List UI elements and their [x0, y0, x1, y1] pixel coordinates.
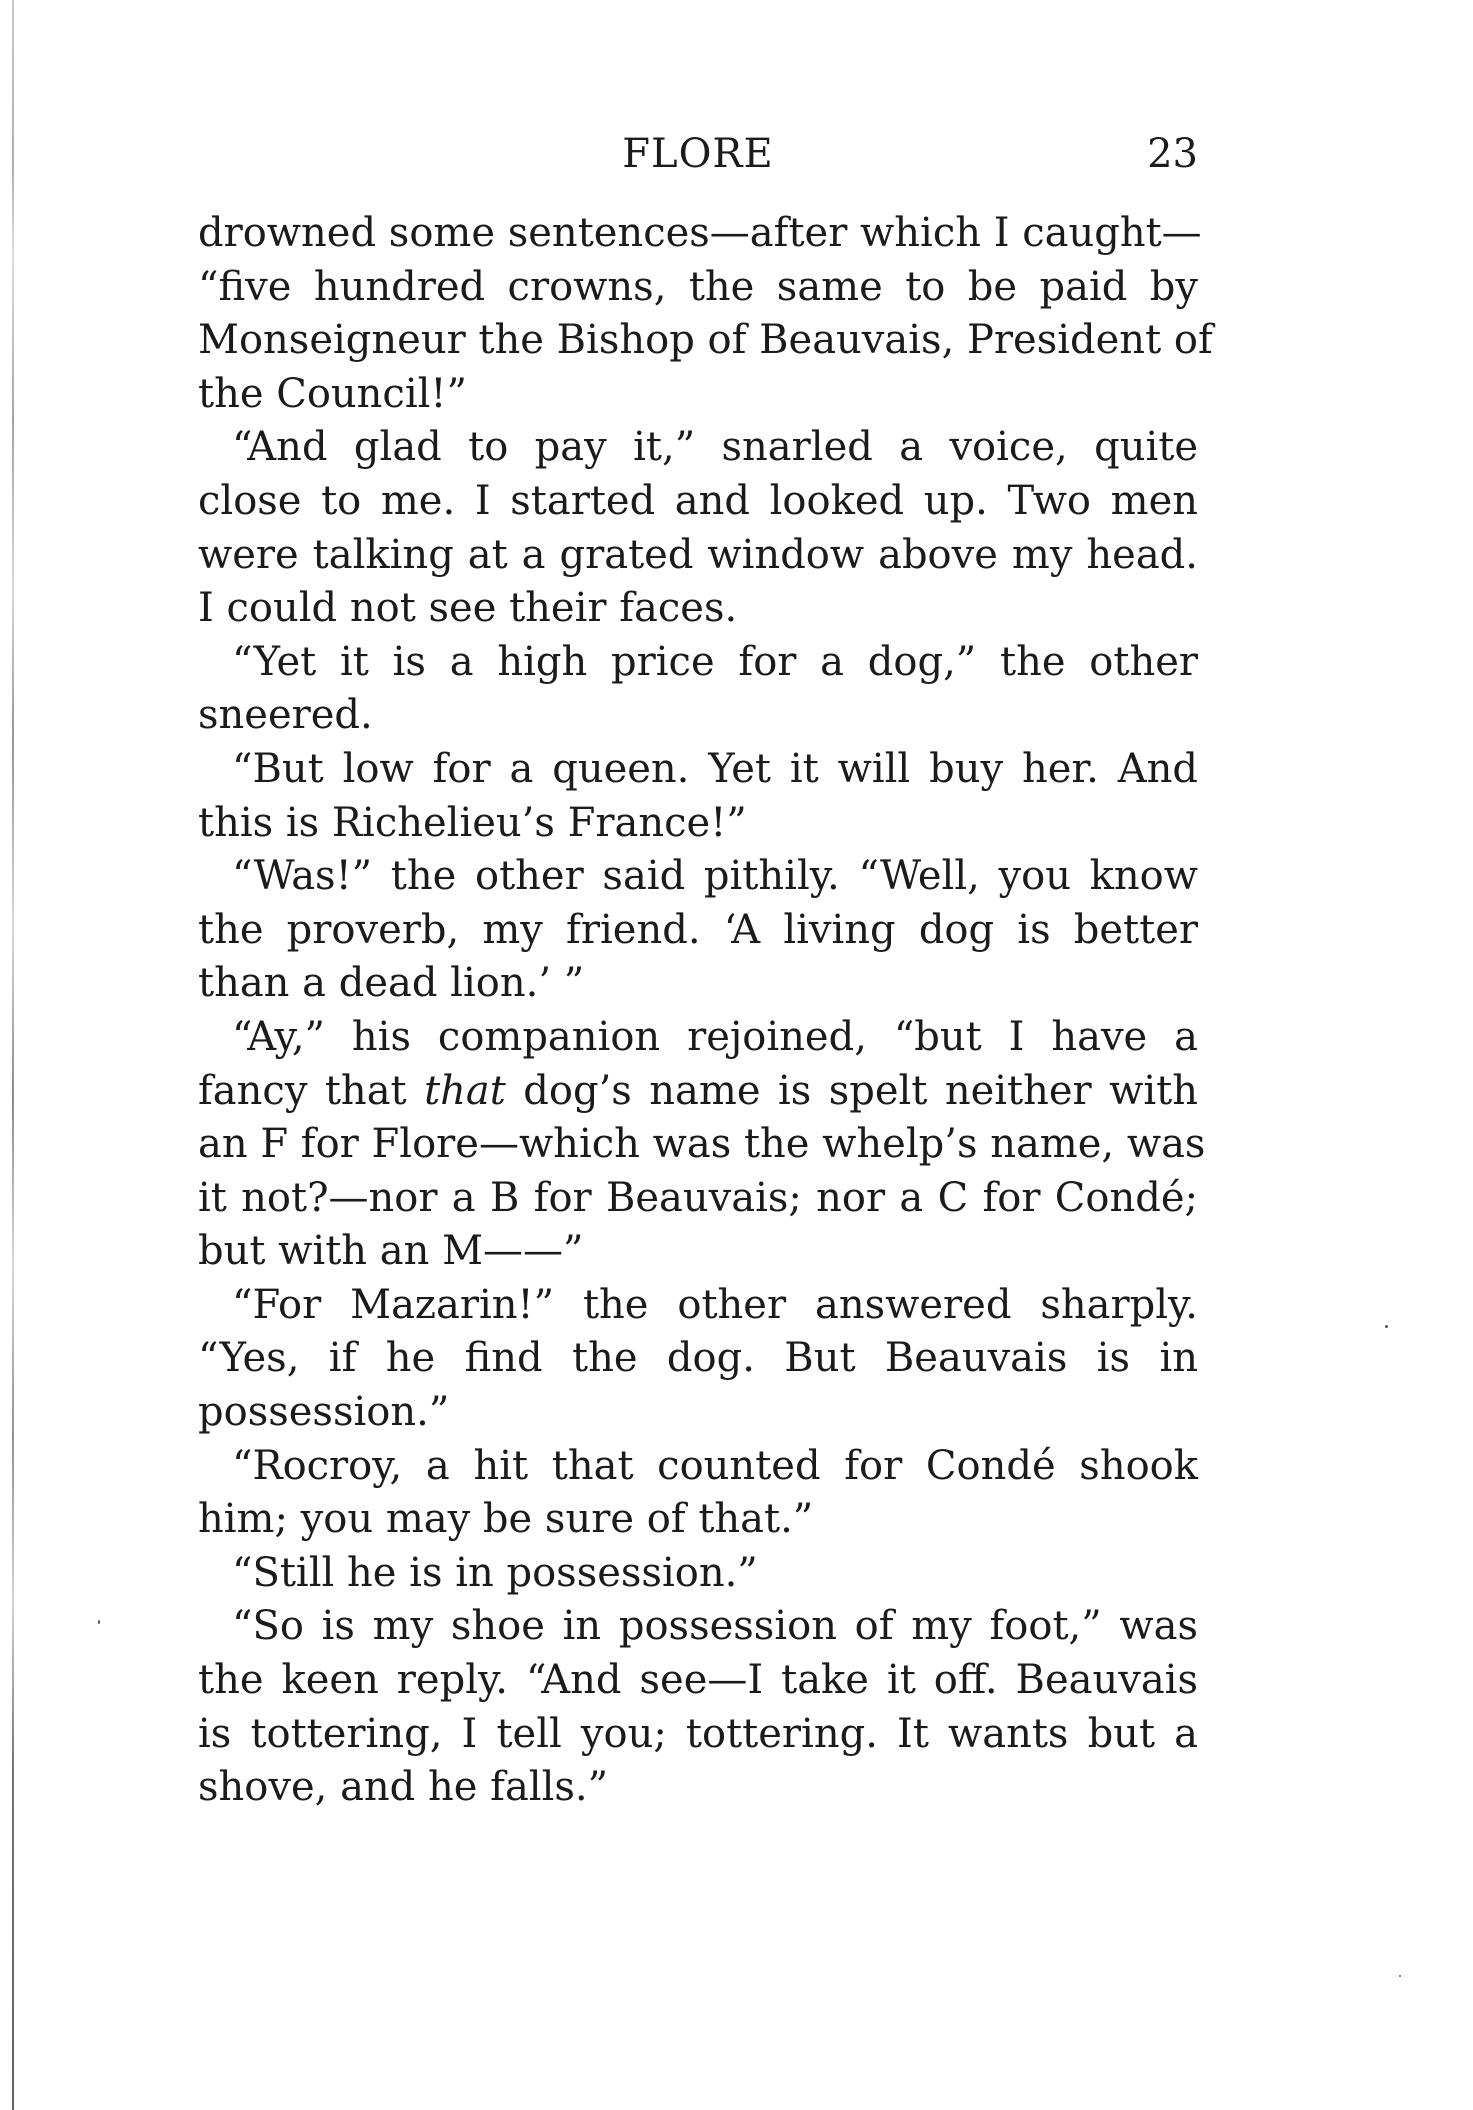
- text-line: sneered.: [198, 692, 373, 739]
- text-line: it not?—nor a B for Beauvais; nor a C for Condé;: [198, 1174, 1198, 1221]
- text-fragment: fancy that: [198, 1067, 407, 1114]
- paper-speck: [1399, 1975, 1401, 1977]
- text-line: “Rocroy, a hit that counted for Condé shook: [232, 1442, 1198, 1489]
- text-line: drowned some sentences—after which I caught—: [198, 210, 1202, 256]
- text-line: “Ay,” his companion rejoined, “but I have a: [232, 1013, 1198, 1060]
- italic-word: that: [424, 1067, 506, 1114]
- body-text: [198, 207, 1213, 1815]
- text-line: “five hundred crowns, the same to be paid by: [198, 263, 1198, 310]
- text-line: shove, and he falls.”: [198, 1764, 609, 1811]
- running-title: FLORE: [622, 131, 774, 177]
- page-number: 23: [1147, 131, 1198, 177]
- text-line: “For Mazarin!” the other answered sharply.: [232, 1281, 1198, 1328]
- text-line: “But low for a queen. Yet it will buy her. And: [232, 745, 1198, 792]
- text-line: “Yes, if he find the dog. But Beauvais is in: [198, 1335, 1198, 1382]
- text-line-with-italic: [198, 1065, 1198, 1119]
- text-line: the proverb, my friend. ‘A living dog is better: [198, 906, 1198, 953]
- text-line: is tottering, I tell you; tottering. It wants but a: [198, 1710, 1198, 1757]
- paper-speck: [98, 1620, 100, 1624]
- page-gutter-edge: [12, 0, 14, 2110]
- text-line: possession.”: [198, 1389, 450, 1436]
- text-line: “And glad to pay it,” snarled a voice, quite: [232, 424, 1198, 471]
- text-line: the keen reply. “And see—I take it off. Beauvais: [198, 1657, 1198, 1704]
- text-line: “Was!” the other said pithily. “Well, you know: [232, 853, 1198, 900]
- text-line: this is Richelieu’s France!”: [198, 799, 747, 846]
- text-line: but with an M——”: [198, 1228, 584, 1275]
- text-line: close to me. I started and looked up. Two men: [198, 477, 1198, 524]
- text-line: “Yet it is a high price for a dog,” the other: [232, 638, 1198, 685]
- paper-speck: [1385, 1325, 1388, 1328]
- text-line: the Council!”: [198, 370, 467, 417]
- text-line: were talking at a grated window above my head.: [198, 531, 1198, 578]
- running-header: [198, 124, 1198, 184]
- text-line: him; you may be sure of that.”: [198, 1496, 814, 1543]
- text-line: “So is my shoe in possession of my foot,” was: [232, 1603, 1198, 1650]
- text-line: Monseigneur the Bishop of Beauvais, President of: [198, 317, 1213, 364]
- text-fragment: dog’s name is spelt neither with: [523, 1067, 1198, 1114]
- text-line: I could not see their faces.: [198, 585, 738, 632]
- text-line: “Still he is in possession.”: [232, 1549, 758, 1596]
- text-line: an F for Flore—which was the whelp’s name, was: [198, 1121, 1206, 1168]
- text-line: than a dead lion.’ ”: [198, 960, 585, 1007]
